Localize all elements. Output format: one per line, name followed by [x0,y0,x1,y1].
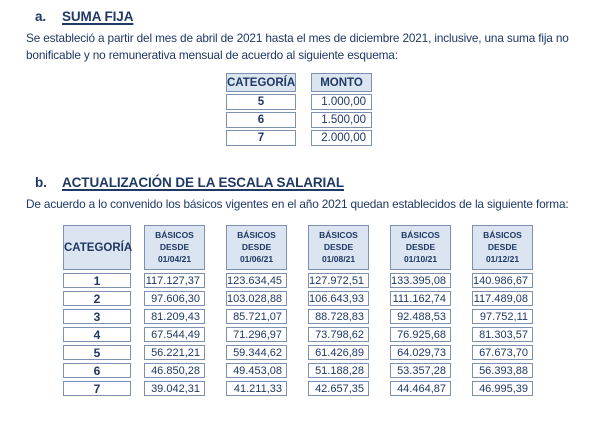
table-cell-categoria: 1 [63,273,131,288]
table-cell-basico: 49.453,08 [226,363,287,378]
table-cell-basico: 53.357,28 [390,363,451,378]
table-cell-basico: 71.296,97 [226,327,287,342]
table-cell-basico: 117.127,37 [144,273,205,288]
escala-column-2021-12 [472,225,533,396]
table-cell-basico: 73.798,62 [308,327,369,342]
table-cell-monto: 1.000,00 [311,94,372,110]
table-cell-basico: 44.464,87 [390,381,451,396]
table-cell-basico: 39.042,31 [144,381,205,396]
column-header-basicos [308,225,369,270]
table-cell-categoria: 5 [226,94,296,110]
header-word: DESDE [487,241,518,252]
table-cell-basico: 140.986,67 [472,273,533,288]
column-header-monto: MONTO [311,73,372,92]
table-cell-categoria: 3 [63,309,131,324]
header-word: DESDE [405,241,436,252]
escala-column-2021-06 [226,225,287,396]
column-header-basicos [390,225,451,270]
escala-column-2021-10 [390,225,451,396]
section-a-marker: a. [35,9,47,24]
table-cell-basico: 123.634,45 [226,273,287,288]
table-cell-basico: 92.488,53 [390,309,451,324]
table-cell-basico: 67.673,70 [472,345,533,360]
table-cell-basico: 76.925,68 [390,327,451,342]
table-cell-monto: 2.000,00 [311,130,372,146]
section-b-title: ACTUALIZACIÓN DE LA ESCALA SALARIAL [62,175,344,191]
header-word: BÁSICOS [483,229,522,240]
table-cell-basico: 61.426,89 [308,345,369,360]
column-header-categoria: CATEGORÍA [63,225,131,270]
table-cell-categoria: 7 [63,381,131,396]
table-cell-basico: 103.028,88 [226,291,287,306]
table-cell-basico: 59.344,62 [226,345,287,360]
table-cell-basico: 111.162,74 [390,291,451,306]
table-cell-basico: 51.188,28 [308,363,369,378]
table-cell-categoria: 2 [63,291,131,306]
header-word: BÁSICOS [319,229,358,240]
table-cell-basico: 85.721,07 [226,309,287,324]
table-cell-basico: 81.209,43 [144,309,205,324]
header-word: BÁSICOS [155,229,194,240]
suma-fija-table [226,73,600,146]
table-cell-categoria: 5 [63,345,131,360]
table-cell-basico: 117.489,08 [472,291,533,306]
suma-fija-categoria-column [226,73,296,146]
header-date: 01/08/21 [321,253,356,264]
table-cell-basico: 133.395,08 [390,273,451,288]
table-cell-categoria: 6 [226,112,296,128]
column-header-basicos [472,225,533,270]
header-date: 01/06/21 [239,253,274,264]
table-cell-basico: 88.728,83 [308,309,369,324]
header-word: BÁSICOS [401,229,440,240]
section-b-paragraph: De acuerdo a lo convenido los básicos vigentes en el año 2021 quedan establecidos de la siguiente forma: [26,197,569,212]
table-cell-basico: 97.752,11 [472,309,533,324]
suma-fija-monto-column [311,73,372,146]
table-cell-basico: 46.850,28 [144,363,205,378]
table-cell-basico: 56.393,88 [472,363,533,378]
column-header-categoria: CATEGORÍA [226,73,296,92]
header-word: DESDE [159,241,190,252]
table-cell-basico: 41.211,33 [226,381,287,396]
header-date: 01/12/21 [485,253,520,264]
header-word: BÁSICOS [237,229,276,240]
table-cell-basico: 42.657,35 [308,381,369,396]
table-cell-basico: 97.606,30 [144,291,205,306]
table-cell-basico: 64.029,73 [390,345,451,360]
table-cell-basico: 106.643,93 [308,291,369,306]
header-date: 01/04/21 [157,253,192,264]
header-word: DESDE [241,241,272,252]
table-cell-monto: 1.500,00 [311,112,372,128]
table-cell-basico: 56.221,21 [144,345,205,360]
table-cell-categoria: 4 [63,327,131,342]
column-header-basicos [144,225,205,270]
table-cell-basico: 127.972,51 [308,273,369,288]
escala-salarial-table [63,225,600,396]
section-b-heading [35,175,600,190]
table-cell-basico: 46.995,39 [472,381,533,396]
table-cell-categoria: 6 [63,363,131,378]
section-a-heading [35,9,600,24]
table-cell-categoria: 7 [226,130,296,146]
column-header-basicos [226,225,287,270]
table-cell-basico: 81.303,57 [472,327,533,342]
section-a-title: SUMA FIJA [62,9,134,24]
escala-column-2021-08 [308,225,369,396]
section-b-marker: b. [35,175,47,191]
section-a-paragraph: Se estableció a partir del mes de abril de 2021 hasta el mes de diciembre 2021, inclusive, una suma fija no bonificable y no remunerativa mensual de acuerdo al siguiente esquema: [26,31,569,63]
table-cell-basico: 67.544,49 [144,327,205,342]
header-date: 01/10/21 [403,253,438,264]
escala-column-2021-04 [144,225,205,396]
escala-categoria-column [63,225,131,396]
header-word: DESDE [323,241,354,252]
